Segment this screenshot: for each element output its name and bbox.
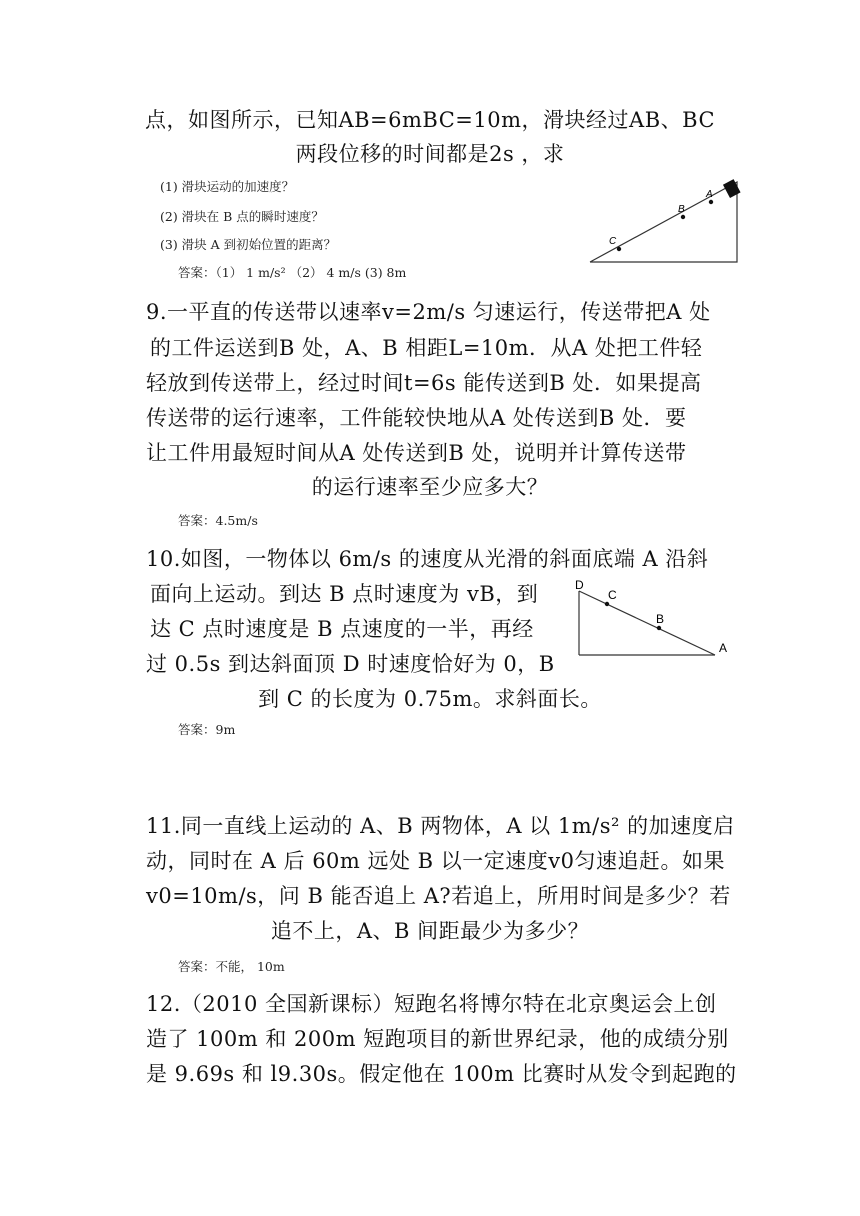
incline-figure-1: [585, 178, 745, 268]
p10-line-2: 面向上运动。到达 B 点时速度为 vB，到: [150, 582, 539, 606]
p8-answer: 答案：（1） 1 m/s² （2） 4 m/s (3) 8m: [178, 265, 407, 280]
point-c-dot: [617, 247, 621, 251]
p8-question-1: (1) 滑块运动的加速度？: [160, 179, 295, 194]
p9-line-3: 轻放到传送带上，经过时间t=6s 能传送到B 处．如果提高: [146, 371, 702, 395]
p11-answer: 答案：不能， 10m: [178, 959, 285, 974]
point-a-dot: [709, 200, 713, 204]
label-c: C: [608, 588, 617, 602]
label-b: B: [656, 612, 665, 626]
p10-line-5: 到 C 的长度为 0.75m。求斜面长。: [258, 687, 602, 711]
p9-answer: 答案：4.5m/s: [178, 513, 258, 528]
p9-line-5: 让工件用最短时间从A 处传送到B 处，说明并计算传送带: [146, 441, 687, 465]
p11-line-2: 动，同时在 A 后 60m 远处 B 以一定速度v0匀速追赶。如果: [146, 849, 726, 873]
p12-line-3: 是 9.69s 和 l9.30s。假定他在 100m 比赛时从发令到起跑的: [146, 1062, 737, 1086]
point-b-dot: [657, 626, 661, 630]
p9-line-4: 传送带的运行速率，工件能较快地从A 处传送到B 处．要: [146, 406, 687, 430]
label-a: A: [719, 641, 728, 655]
label-d: D: [575, 578, 584, 592]
p10-answer: 答案：9m: [178, 722, 236, 737]
slider-block: [723, 179, 741, 198]
p11-line-4: 追不上，A、B 间距最少为多少？: [270, 919, 590, 943]
point-b-dot: [681, 215, 685, 219]
incline-figure-2: [572, 576, 734, 662]
p9-line-6: 的运行速率至少应多大？: [311, 475, 549, 499]
p10-line-3: 达 C 点时速度是 B 点速度的一半，再经: [150, 617, 534, 641]
label-b: B: [678, 204, 685, 215]
p12-line-2: 造了 100m 和 200m 短跑项目的新世界纪录，他的成绩分别: [146, 1027, 729, 1051]
label-a: A: [706, 189, 713, 200]
p9-line-2: 的工件运送到B 处，A、B 相距L=10m．从A 处把工件轻: [150, 336, 703, 360]
label-c: C: [609, 236, 617, 247]
p12-line-1: 12.（2010 全国新课标）短跑名将博尔特在北京奥运会上创: [146, 992, 717, 1016]
p8-question-2: (2) 滑块在 B 点的瞬时速度？: [160, 209, 324, 224]
p11-line-1: 11.同一直线上运动的 A、B 两物体，A 以 1m/s² 的加速度启: [146, 814, 735, 838]
point-c-dot: [605, 602, 609, 606]
p11-line-3: v0=10m/s，问 B 能否追上 A?若追上，所用时间是多少？若: [146, 884, 731, 908]
p10-line-4: 过 0.5s 到达斜面顶 D 时速度恰好为 0，B: [146, 652, 555, 676]
p8-question-3: (3) 滑块 A 到初始位置的距离？: [160, 237, 337, 252]
p10-line-1: 10.如图，一物体以 6m/s 的速度从光滑的斜面底端 A 沿斜: [146, 547, 709, 571]
p8-text-line-2: 两段位移的时间都是2s ，求: [295, 142, 565, 166]
p9-line-1: 9.一平直的传送带以速率v=2m/s 匀速运行，传送带把A 处: [146, 300, 711, 324]
p8-text-line-1: 点，如图所示，已知AB=6mBC=10m，滑块经过AB、BC: [144, 108, 716, 132]
